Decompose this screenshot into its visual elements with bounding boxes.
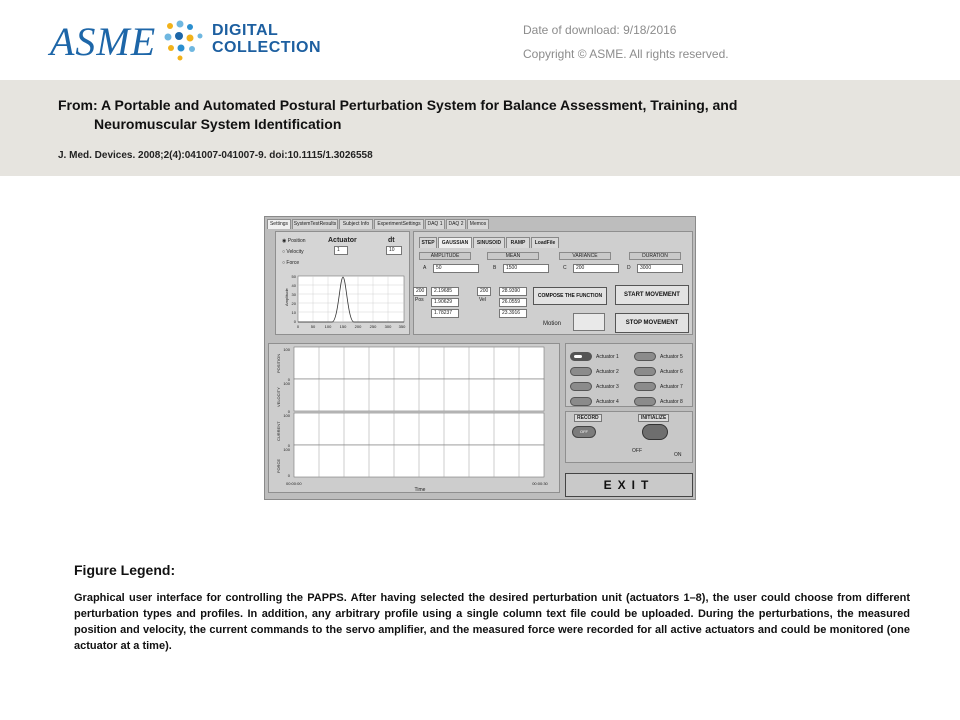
pos-value-2: 1.90629 <box>431 298 459 307</box>
preview-xtick: 150 <box>339 324 347 329</box>
strip-ytick: 0 <box>287 473 290 478</box>
param-value-duration: 3000 <box>637 264 683 273</box>
actuator-selector-panel <box>565 343 693 407</box>
preview-ytick: 50 <box>291 274 296 279</box>
param-header-variance: VARIANCE <box>559 252 611 260</box>
strip-ytick: 0 <box>287 409 290 414</box>
profile-tab-loadfile: LoadFile <box>531 237 559 248</box>
figure-legend-title: Figure Legend: <box>74 562 176 578</box>
preview-ytick: 40 <box>291 283 296 288</box>
actuator-value: 1 <box>334 246 348 255</box>
main-tab-bar <box>265 217 695 229</box>
record-toggle: OFF <box>572 426 596 438</box>
actuator-8-label: Actuator 8 <box>660 399 683 405</box>
actuator-1-label: Actuator 1 <box>596 354 619 360</box>
mode-position-label: Position <box>287 238 306 244</box>
from-label: From: <box>58 97 98 113</box>
param-value-amplitude: 50 <box>433 264 479 273</box>
pos-label: Pos <box>415 297 424 303</box>
actuator-8-led <box>634 397 656 406</box>
pos-top-value: 200 <box>413 287 427 296</box>
strip-label-position: POSITION <box>276 353 281 373</box>
pos-value-1: 2.19685 <box>431 287 459 296</box>
param-letter-a: A <box>423 265 427 271</box>
title-line-1: A Portable and Automated Postural Perturbation System for Balance Assessment, Training, and <box>101 97 738 113</box>
strip-ytick: 0 <box>287 377 290 382</box>
citation: J. Med. Devices. 2008;2(4):041007-041007-9. doi:10.1115/1.3026558 <box>58 150 373 161</box>
initialize-on-label: ON <box>674 452 682 458</box>
tab-subject-info: Subject Info <box>339 219 373 229</box>
actuator-6-led <box>634 367 656 376</box>
preview-xtick: 0 <box>296 324 300 329</box>
preview-ylabel: Amplitude <box>284 288 289 306</box>
actuator-3-label: Actuator 3 <box>596 384 619 390</box>
pos-value-3: 1.78237 <box>431 309 459 318</box>
actuator-label: Actuator <box>328 237 357 244</box>
start-movement-button: START MOVEMENT <box>615 285 689 305</box>
tab-experiment-settings: ExperimentSettings <box>374 219 424 229</box>
tab-daq2: DAQ 2 <box>446 219 466 229</box>
profile-tab-step: STEP <box>419 237 437 248</box>
actuator-4-led <box>570 397 592 406</box>
profile-tab-sinusoid: SINUSOID <box>473 237 505 248</box>
strip-ytick: 100 <box>283 381 290 386</box>
title-line-2: Neuromuscular System Identification <box>94 116 342 132</box>
param-header-duration: DURATION <box>629 252 681 260</box>
article-title <box>58 96 898 134</box>
preview-ytick: 10 <box>291 310 296 315</box>
vel-top-value: 200 <box>477 287 491 296</box>
preview-xtick: 50 <box>310 324 316 329</box>
vel-value-1: 28.9390 <box>499 287 527 296</box>
actuator-2-label: Actuator 2 <box>596 369 619 375</box>
profile-tab-ramp: RAMP <box>506 237 530 248</box>
actuator-3-led <box>570 382 592 391</box>
preview-ytick: 30 <box>291 292 296 297</box>
strip-label-current: CURRENT <box>276 421 281 441</box>
param-value-variance: 200 <box>573 264 619 273</box>
initialize-toggle <box>642 424 668 440</box>
actuator-1-led <box>570 352 592 361</box>
time-label: Time <box>414 487 426 493</box>
mode-position: ◉ Position <box>282 238 306 244</box>
logo-digital-text: DIGITAL <box>212 22 279 39</box>
initialize-off-label: OFF <box>632 448 642 454</box>
compose-function-button: COMPOSE THE FUNCTION <box>533 287 607 305</box>
initialize-label: INITIALIZE <box>638 414 669 422</box>
preview-xtick: 350 <box>398 324 406 329</box>
strip-ytick: 100 <box>283 447 290 452</box>
figure-gui-screenshot <box>264 216 696 500</box>
preview-xtick: 200 <box>354 324 362 329</box>
motion-label: Motion <box>543 321 562 327</box>
logo-collection-text: COLLECTION <box>212 39 321 56</box>
actuator-5-led <box>634 352 656 361</box>
actuator-2-led <box>570 367 592 376</box>
param-header-amplitude: AMPLITUDE <box>419 252 471 260</box>
exit-button: EXIT <box>565 473 693 497</box>
logo-wordmark: ASME <box>50 19 157 64</box>
strip-ytick: 100 <box>283 347 290 352</box>
download-label: Date of download: <box>523 23 620 37</box>
preview-xtick: 300 <box>384 324 392 329</box>
param-letter-c: C <box>563 265 567 271</box>
strip-ytick: 100 <box>283 413 290 418</box>
preview-ytick: 0 <box>293 319 296 324</box>
logo-dots-icon <box>162 18 206 62</box>
profile-tab-gaussian: GAUSSIAN <box>438 237 472 248</box>
tab-memos: Memos <box>467 219 489 229</box>
param-letter-d: D <box>627 265 631 271</box>
time-start: 00:00:00 <box>286 481 302 486</box>
download-date: 9/18/2016 <box>623 23 677 37</box>
actuator-4-label: Actuator 4 <box>596 399 619 405</box>
preview-xtick: 250 <box>369 324 377 329</box>
preview-plot <box>280 274 408 334</box>
logo-digital-collection <box>212 22 321 56</box>
dt-value: 10 <box>386 246 402 255</box>
actuator-6-label: Actuator 6 <box>660 369 683 375</box>
record-label: RECORD <box>574 414 602 422</box>
mode-force-label: Force <box>286 260 300 266</box>
param-value-mean: 1500 <box>503 264 549 273</box>
preview-ytick: 20 <box>291 301 296 306</box>
actuator-7-label: Actuator 7 <box>660 384 683 390</box>
actuator-7-led <box>634 382 656 391</box>
param-header-mean: MEAN <box>487 252 539 260</box>
actuator-5-label: Actuator 5 <box>660 354 683 360</box>
tab-daq1: DAQ 1 <box>425 219 445 229</box>
vel-value-3: 23.3916 <box>499 309 527 318</box>
mode-velocity: ○ Velocity <box>282 249 304 255</box>
motion-indicator <box>573 313 605 331</box>
dt-label: dt <box>388 237 395 244</box>
settings-panel <box>275 231 410 335</box>
record-initialize-panel <box>565 411 693 463</box>
tab-system-test-results: SystemTestResults <box>293 221 337 227</box>
mode-force: ○ Force <box>282 260 300 266</box>
strip-label-velocity: VELOCITY <box>276 387 281 407</box>
figure-legend-text: Graphical user interface for controlling the PAPPS. After having selected the desired perturbation unit (actuators 1–8), the user could choose from different perturbation types and profiles. In addition, any arbitrary profile using a single column text file could be uploaded. During the perturbations, the measured position and velocity, the current commands to the servo amplifier, and the measured force were recorded for all active actuators and could be monitored (one actuator at a time). <box>74 592 910 652</box>
asme-logo <box>50 10 320 68</box>
strip-ytick: 0 <box>287 443 290 448</box>
param-letter-b: B <box>493 265 497 271</box>
mode-velocity-label: Velocity <box>286 249 304 255</box>
stop-movement-button: STOP MOVEMENT <box>615 313 689 333</box>
tab-settings: Settings <box>267 219 291 229</box>
strip-label-force: FORCE <box>276 459 281 473</box>
copyright: Copyright © ASME. All rights reserved. <box>523 47 729 61</box>
vel-label: Vel <box>479 297 486 303</box>
strip-charts <box>268 343 560 493</box>
download-meta <box>523 18 729 66</box>
time-end: 00:00:30 <box>532 481 548 486</box>
vel-value-2: 26.0559 <box>499 298 527 307</box>
download-date-line <box>523 18 729 42</box>
preview-xtick: 100 <box>324 324 332 329</box>
